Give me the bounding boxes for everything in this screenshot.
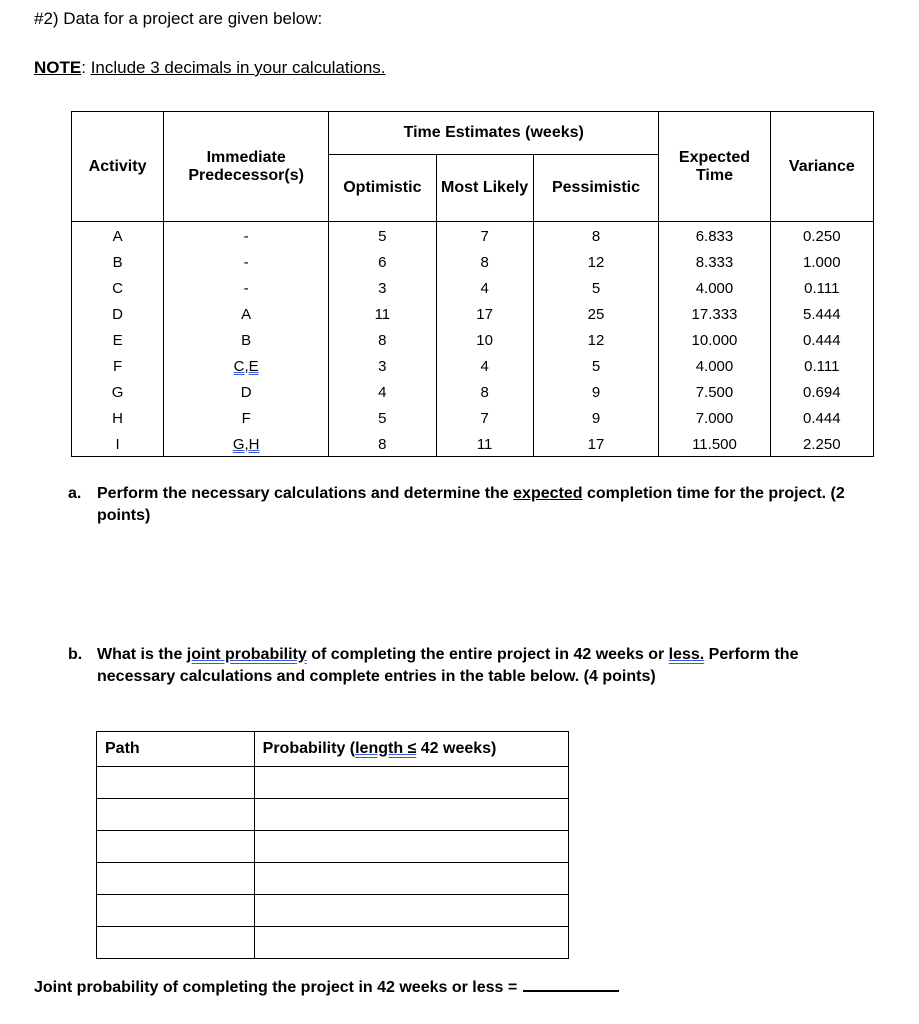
header-time-estimates: Time Estimates (weeks) xyxy=(329,112,659,155)
most-likely-cell: 11 xyxy=(436,430,533,457)
table-row xyxy=(72,430,874,457)
optimistic-cell: 6 xyxy=(329,248,436,274)
question-b-emph2: less. xyxy=(668,646,705,663)
table-row xyxy=(72,404,874,430)
question-b-emph: joint probability xyxy=(186,646,307,663)
predecessor-cell: A xyxy=(164,300,329,326)
variance-cell: 5.444 xyxy=(770,300,873,326)
most-likely-cell: 17 xyxy=(436,300,533,326)
question-a-emph: expected xyxy=(513,485,583,502)
expected-time-cell: 4.000 xyxy=(659,352,770,378)
activity-cell: H xyxy=(72,404,164,430)
pessimistic-cell: 5 xyxy=(533,274,659,300)
optimistic-cell: 3 xyxy=(329,352,436,378)
most-likely-cell: 8 xyxy=(436,378,533,404)
probability-cell[interactable] xyxy=(254,863,568,895)
predecessor-cell: G,H xyxy=(164,430,329,457)
most-likely-cell: 7 xyxy=(436,404,533,430)
expected-time-cell: 8.333 xyxy=(659,248,770,274)
optimistic-cell: 4 xyxy=(329,378,436,404)
pessimistic-cell: 5 xyxy=(533,352,659,378)
expected-time-cell: 6.833 xyxy=(659,222,770,249)
activity-cell: A xyxy=(72,222,164,249)
pessimistic-cell: 9 xyxy=(533,378,659,404)
predecessor-cell: F xyxy=(164,404,329,430)
expected-time-cell: 10.000 xyxy=(659,326,770,352)
probability-cell[interactable] xyxy=(254,767,568,799)
activity-cell: E xyxy=(72,326,164,352)
optimistic-cell: 11 xyxy=(329,300,436,326)
predecessor-cell: - xyxy=(164,274,329,300)
table-row xyxy=(72,326,874,352)
probability-cell[interactable] xyxy=(254,799,568,831)
activity-cell: G xyxy=(72,378,164,404)
question-a-post: completion time for the project. (2 points) xyxy=(97,485,845,524)
most-likely-cell: 8 xyxy=(436,248,533,274)
optimistic-cell: 3 xyxy=(329,274,436,300)
predecessor-cell: B xyxy=(164,326,329,352)
activity-cell: F xyxy=(72,352,164,378)
most-likely-cell: 4 xyxy=(436,274,533,300)
probability-header-underlined: length ≤ xyxy=(355,740,417,757)
table-row xyxy=(72,300,874,326)
probability-header-pre: Probability ( xyxy=(262,740,356,757)
table-row xyxy=(72,274,874,300)
joint-probability-answer-blank[interactable] xyxy=(523,976,619,992)
pessimistic-cell: 9 xyxy=(533,404,659,430)
joint-probability-line xyxy=(34,976,619,997)
variance-cell: 0.694 xyxy=(770,378,873,404)
data-body xyxy=(72,222,874,457)
joint-probability-label: Joint probability of completing the project in 42 weeks or less = xyxy=(34,979,518,996)
predecessor-cell: D xyxy=(164,378,329,404)
most-likely-cell: 4 xyxy=(436,352,533,378)
header-variance: Variance xyxy=(770,112,873,222)
expected-time-cell: 11.500 xyxy=(659,430,770,457)
project-data-table xyxy=(71,111,874,457)
path-cell[interactable] xyxy=(97,831,255,863)
expected-time-cell: 17.333 xyxy=(659,300,770,326)
activity-cell: C xyxy=(72,274,164,300)
table-row xyxy=(72,222,874,249)
note-label: NOTE xyxy=(34,58,82,77)
path-probability-table xyxy=(96,731,569,959)
path-cell[interactable] xyxy=(97,799,255,831)
predecessor-cell: - xyxy=(164,248,329,274)
question-a-pre: Perform the necessary calculations and determine the xyxy=(97,485,514,502)
activity-cell: B xyxy=(72,248,164,274)
variance-cell: 1.000 xyxy=(770,248,873,274)
variance-cell: 0.444 xyxy=(770,326,873,352)
expected-time-cell: 7.000 xyxy=(659,404,770,430)
predecessor-cell: - xyxy=(164,222,329,249)
probability-cell[interactable] xyxy=(254,927,568,959)
problem-heading: #2) Data for a project are given below: xyxy=(34,9,323,28)
pessimistic-cell: 8 xyxy=(533,222,659,249)
header-pessimistic: Pessimistic xyxy=(533,155,659,222)
header-most-likely: Most Likely xyxy=(436,155,533,222)
question-b-mid: of completing the entire project in 42 weeks or xyxy=(306,646,669,663)
path-cell[interactable] xyxy=(97,863,255,895)
path-cell[interactable] xyxy=(97,927,255,959)
path-cell[interactable] xyxy=(97,895,255,927)
question-b-pre: What is the xyxy=(97,646,187,663)
probability-cell[interactable] xyxy=(254,895,568,927)
pessimistic-cell: 12 xyxy=(533,326,659,352)
expected-time-cell: 7.500 xyxy=(659,378,770,404)
optimistic-cell: 5 xyxy=(329,222,436,249)
variance-cell: 0.444 xyxy=(770,404,873,430)
activity-cell: D xyxy=(72,300,164,326)
probability-header-post: 42 weeks) xyxy=(416,740,497,757)
question-b xyxy=(68,644,848,688)
variance-cell: 2.250 xyxy=(770,430,873,457)
optimistic-cell: 5 xyxy=(329,404,436,430)
most-likely-cell: 10 xyxy=(436,326,533,352)
table-row xyxy=(72,378,874,404)
optimistic-cell: 8 xyxy=(329,430,436,457)
variance-cell: 0.250 xyxy=(770,222,873,249)
header-optimistic: Optimistic xyxy=(329,155,436,222)
note-text: Include 3 decimals in your calculations. xyxy=(90,58,386,77)
expected-time-cell: 4.000 xyxy=(659,274,770,300)
table-row xyxy=(72,352,874,378)
pessimistic-cell: 25 xyxy=(533,300,659,326)
variance-cell: 0.111 xyxy=(770,274,873,300)
question-a xyxy=(68,483,848,527)
question-b-post: Perform the necessary calculations and complete entries in the table below. (4 points) xyxy=(97,646,799,685)
header-predecessor: Immediate Predecessor(s) xyxy=(164,112,329,222)
predecessor-cell: C,E xyxy=(164,352,329,378)
probability-cell[interactable] xyxy=(254,831,568,863)
note-line: NOTE: Include 3 decimals in your calculations. xyxy=(34,58,386,77)
path-cell[interactable] xyxy=(97,767,255,799)
header-activity: Activity xyxy=(72,112,164,222)
path-header: Path xyxy=(97,732,255,767)
most-likely-cell: 7 xyxy=(436,222,533,249)
question-a-number: a. xyxy=(68,485,82,502)
question-b-number: b. xyxy=(68,646,83,663)
table-row xyxy=(72,248,874,274)
variance-cell: 0.111 xyxy=(770,352,873,378)
header-expected: Expected Time xyxy=(659,112,770,222)
probability-header xyxy=(254,732,568,767)
pessimistic-cell: 17 xyxy=(533,430,659,457)
optimistic-cell: 8 xyxy=(329,326,436,352)
pessimistic-cell: 12 xyxy=(533,248,659,274)
activity-cell: I xyxy=(72,430,164,457)
